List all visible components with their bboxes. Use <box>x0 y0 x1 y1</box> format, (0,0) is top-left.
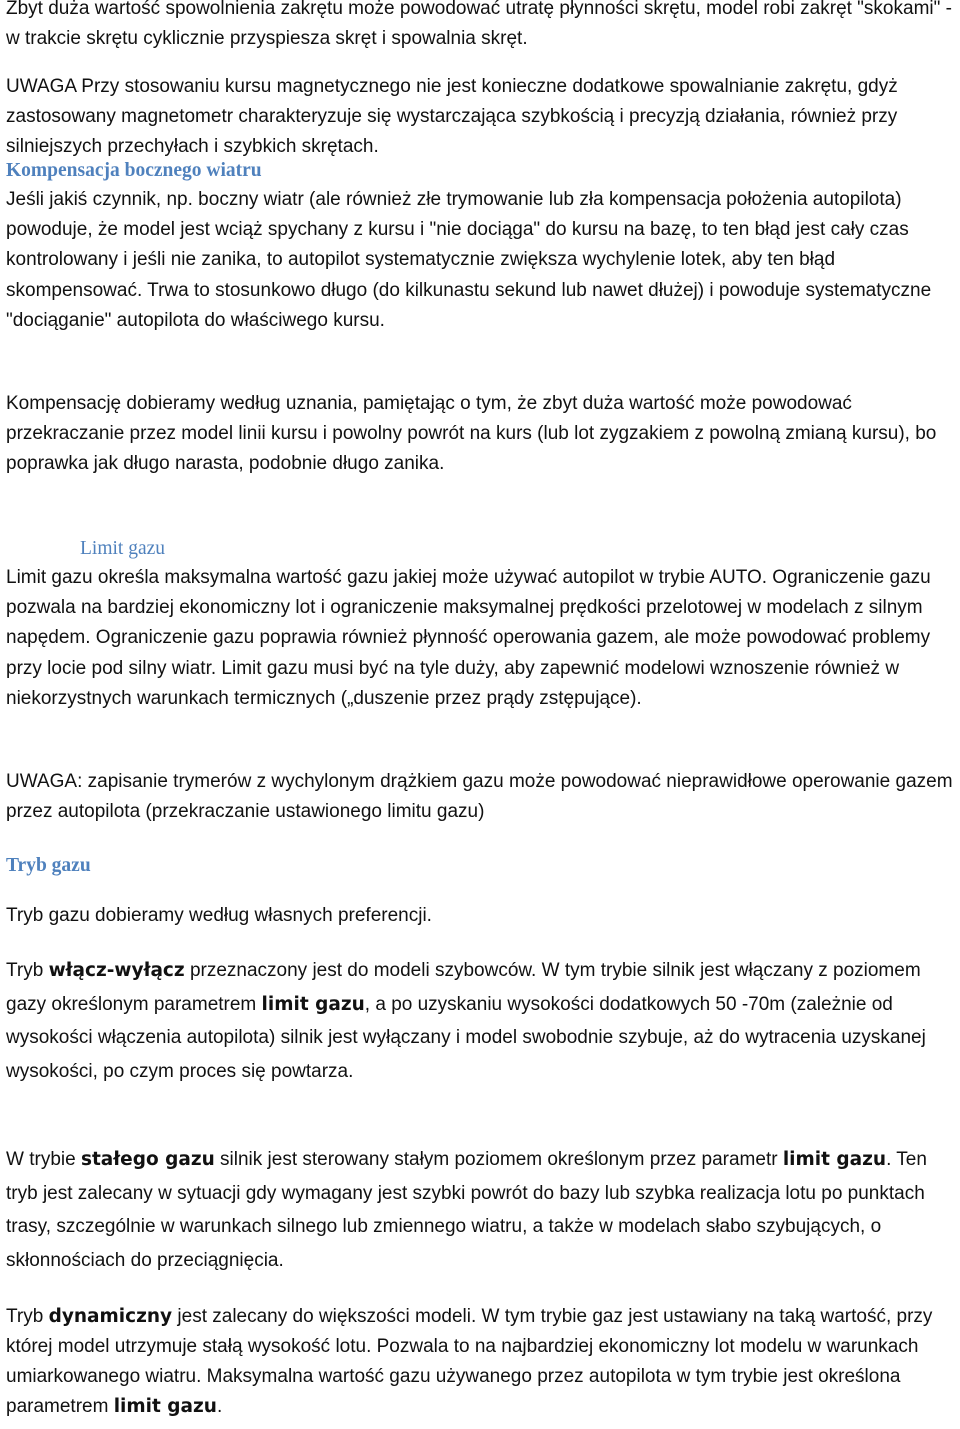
text-run: . <box>216 1396 223 1417</box>
text-run: Tryb <box>6 1306 49 1327</box>
text-run: W trybie <box>6 1149 81 1170</box>
text-run: silnik jest sterowany stałym poziomem określonym przez parametr <box>214 1149 783 1170</box>
bold-term-limit: limit gazu <box>261 993 365 1015</box>
text-run: przeznaczony jest do modeli szybowców. W tym trybie silnik jest włączany z poziomem gazy określonym parametrem <box>6 960 921 1015</box>
bold-term-limit: limit gazu <box>113 1396 217 1417</box>
text-run: . Ten tryb jest zalecany w sytuacji gdy wymagany jest szybki powrót do bazy lub szybka realizacja lotu po punktach trasy, szczególnie w warunkach silnego lub zmiennego wiatru, a także w modelach słabo szybujących, o skłonnościach do przeciągnięcia. <box>6 1149 927 1271</box>
heading-throttle-mode: Tryb gazu <box>6 855 91 876</box>
paragraph-mode-dynamic <box>6 1302 956 1422</box>
paragraph-mode-intro: Tryb gazu dobieramy według własnych preferencji. <box>6 905 432 926</box>
paragraph-compensation: Kompensację dobieramy według uznania, pamiętając o tym, że zbyt duża wartość może powodować przekraczanie przez model linii kursu i powolny powrót na kurs (lub lot zygzakiem z powolną zmianą kursu), bo poprawka jak długo narasta, podobnie długo zanika. <box>6 393 937 475</box>
paragraph-throttle-limit: Limit gazu określa maksymalna wartość gazu jakiej może używać autopilot w trybie AUTO. Ograniczenie gazu pozwala na bardziej ekonomiczny lot i ograniczenie maksymalnej prędkości przelotowej w modelach z silnym napędem. Ograniczenie gazu poprawia również płynność operowania gazem, ale może powodować problemy przy locie pod silny wiatr. Limit gazu musi być na tyle duży, aby zapewnić modelowi wznoszenie również w niekorzystnych warunkach termicznych („duszenie przez prądy zstępujące). <box>6 567 931 709</box>
bold-term-limit: limit gazu <box>782 1149 887 1170</box>
text-run: Tryb <box>6 960 49 981</box>
bold-term-constant: stałego gazu <box>80 1149 215 1170</box>
paragraph-mode-onoff <box>6 954 956 1088</box>
text-run: , a po uzyskaniu wysokości dodatkowych 50 -70m (zależnie od wysokości włączenia autopilota) silnik jest wyłączany i model swobodnie szybuje, aż do wytracenia uzyskanej wysokości, po czym proces się powtarza. <box>6 993 926 1082</box>
heading-crosswind: Kompensacja bocznego wiatru <box>6 160 262 181</box>
paragraph-mode-constant <box>6 1143 956 1277</box>
paragraph-turn-slowdown: Zbyt duża wartość spowolnienia zakrętu może powodować utratę płynności skrętu, model robi zakręt "skokami" - w trakcie skrętu cyklicznie przyspiesza skręt i spowalnia skręt. <box>6 0 952 50</box>
paragraph-trim-warning: UWAGA: zapisanie trymerów z wychylonym drążkiem gazu może powodować nieprawidłowe operowanie gazem przez autopilota (przekraczanie ustawionego limitu gazu) <box>6 771 953 823</box>
paragraph-crosswind: Jeśli jakiś czynnik, np. boczny wiatr (ale również złe trymowanie lub zła kompensacja położenia autopilota) powoduje, że model jest wciąż spychany z kursu i "nie dociąga" do kursu na bazę, to ten błąd jest cały czas kontrolowany i jeśli nie zanika, to autopilot systematycznie zwiększa wychylenie lotek, aby ten błąd skompensować. Trwa to stosunkowo długo (do kilkunastu sekund lub nawet dłużej) i powoduje systematyczne "dociąganie" autopilota do właściwego kursu. <box>6 189 932 331</box>
bold-term-onoff: włącz-wyłącz <box>48 960 185 981</box>
paragraph-magnetic-note: UWAGA Przy stosowaniu kursu magnetycznego nie jest konieczne dodatkowe spowalnianie zakrętu, gdyż zastosowany magnetometr charakteryzuje się wystarczająca szybkością i precyzją działania, również przy silniejszych przechyłach i szybkich skrętach. <box>6 76 898 158</box>
bold-term-dynamic: dynamiczny <box>48 1306 173 1327</box>
heading-throttle-limit: Limit gazu <box>80 538 166 559</box>
text-run: jest zalecany do większości modeli. W tym trybie gaz jest ustawiany na taką wartość, przy której model utrzymuje stałą wysokość lotu. Pozwala to na najbardziej ekonomiczny lot modelu w warunkach umiarkowanego wiatru. Maksymalna wartość gazu używanego przez autopilota w tym trybie jest określona parametrem <box>6 1306 933 1417</box>
